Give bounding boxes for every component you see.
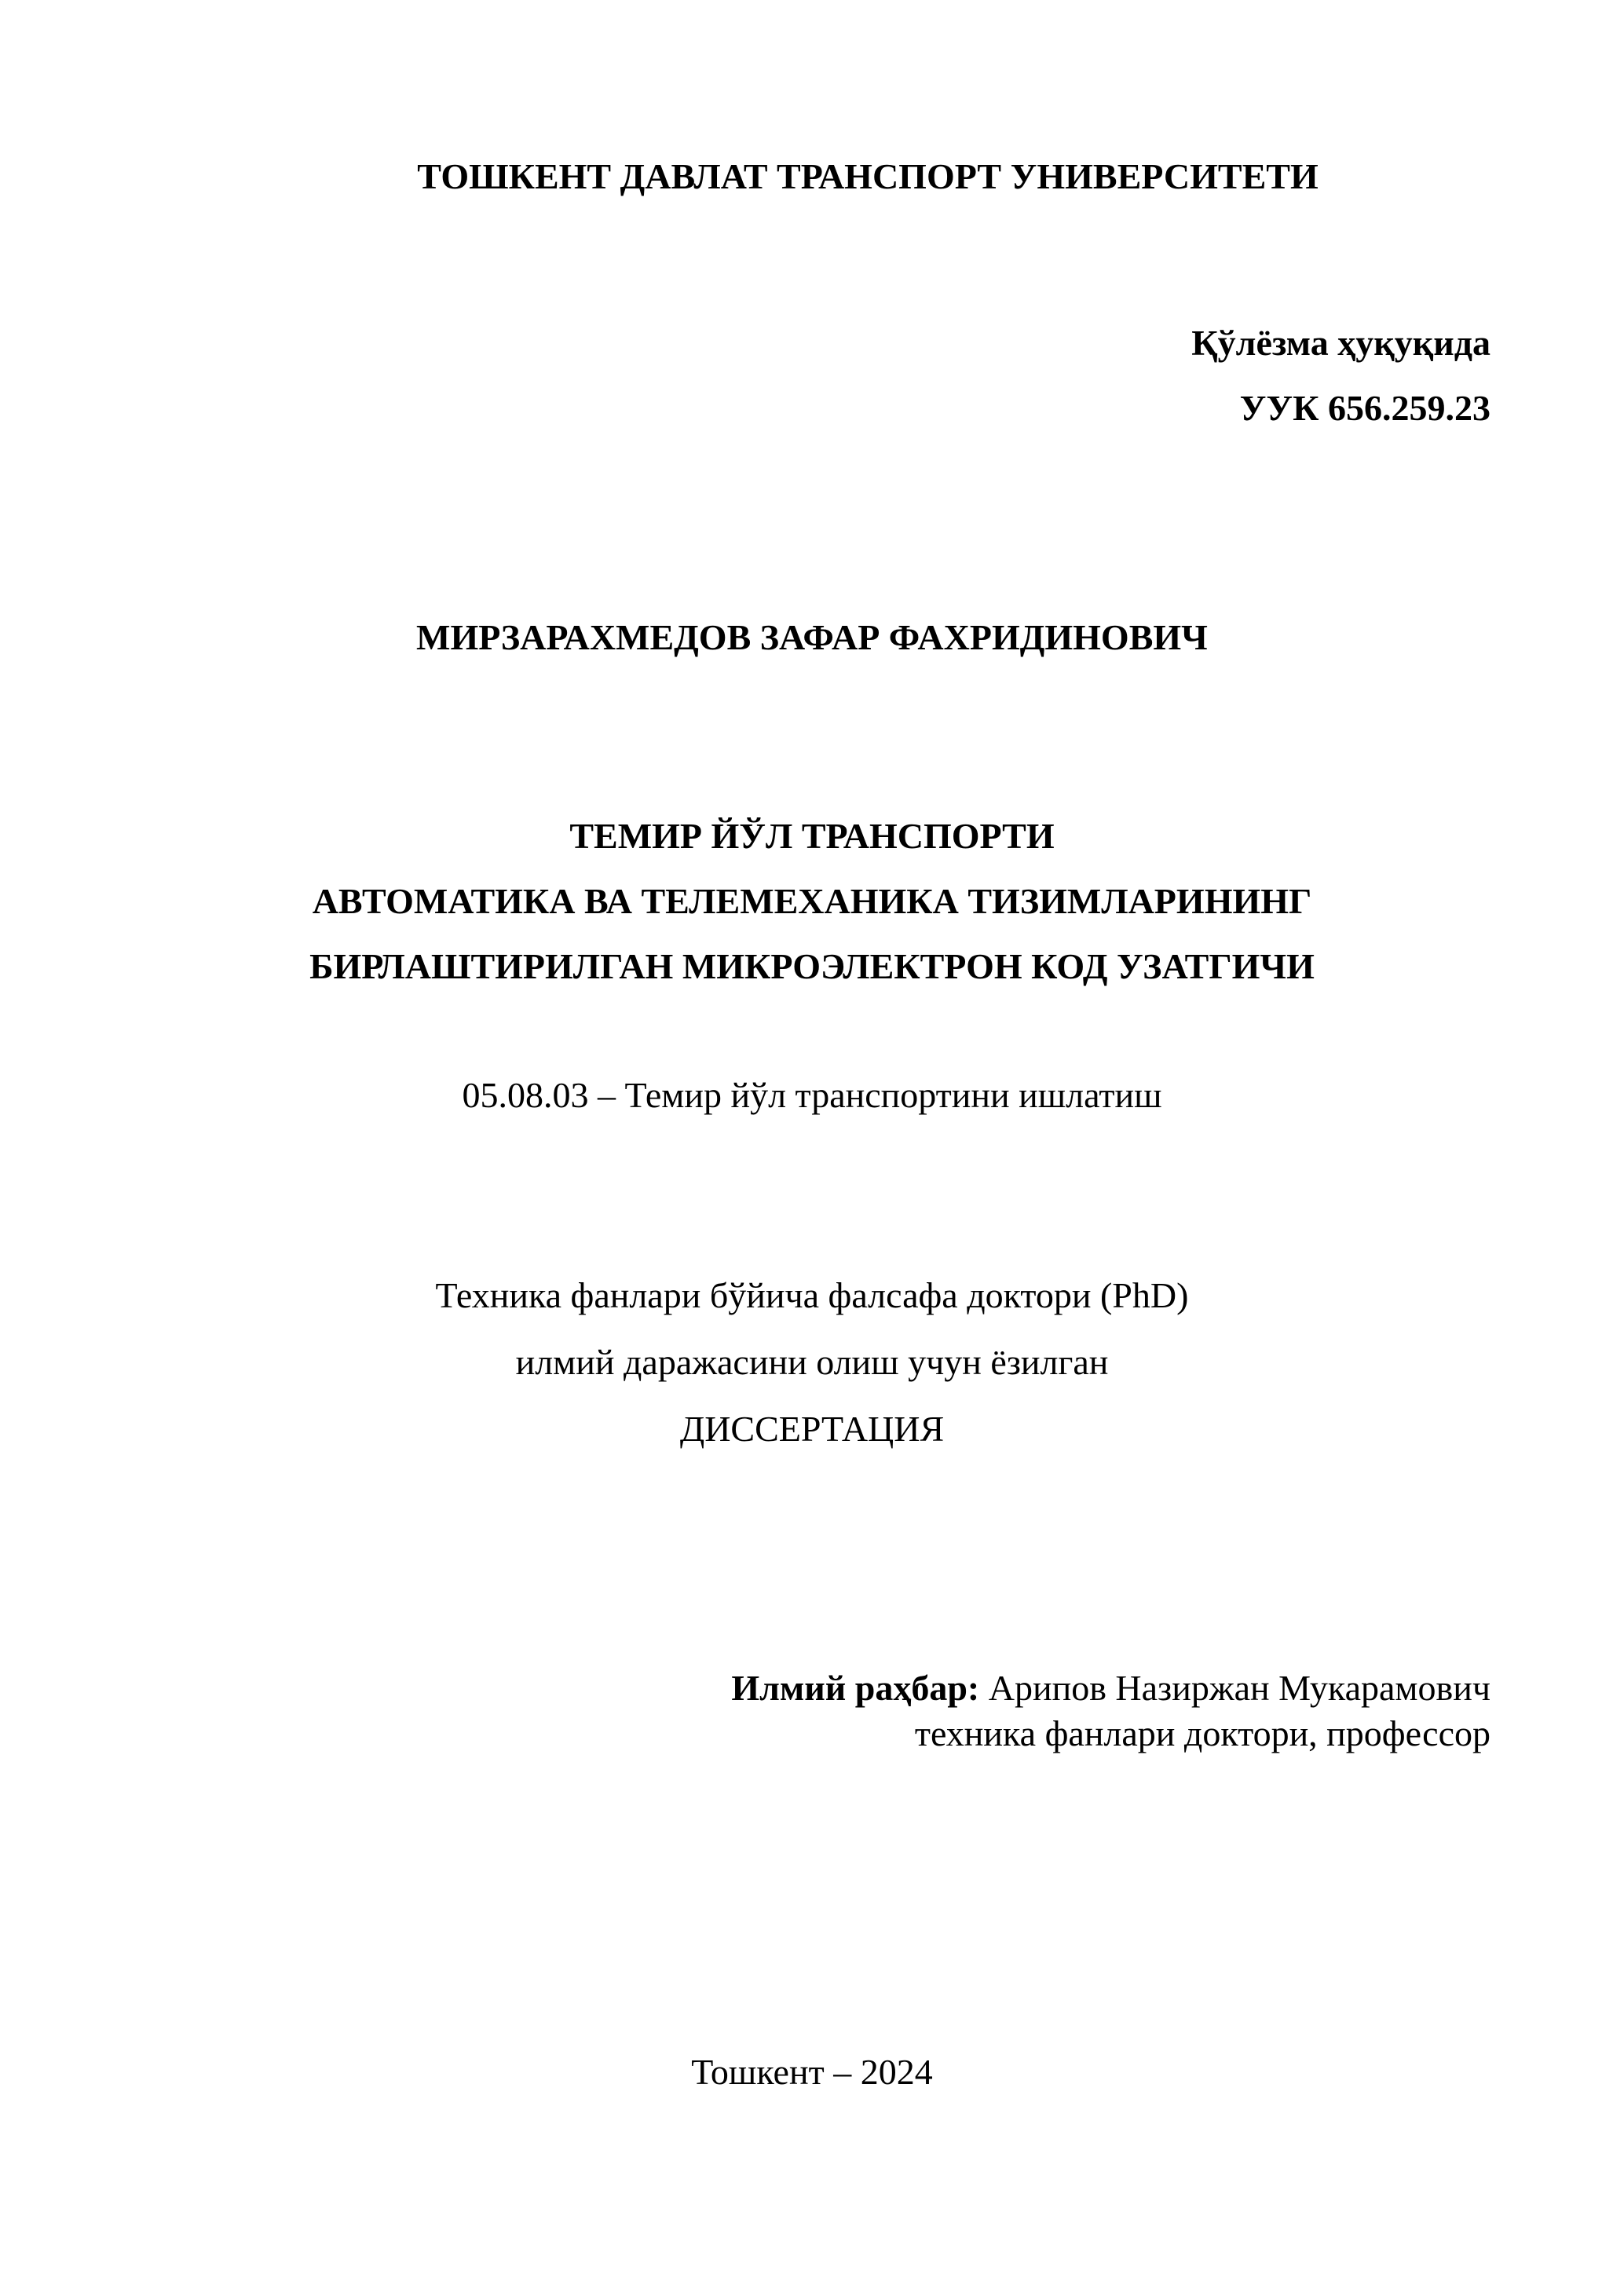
specialty-code: 05.08.03 – Темир йўл транспортини ишлатиш (462, 1075, 1162, 1115)
dissertation-title-line-3: БИРЛАШТИРИЛГАН МИКРОЭЛЕКТРОН КОД УЗАТГИЧИ (309, 946, 1315, 986)
supervisor-label: Илмий раҳбар: (731, 1668, 980, 1708)
document-type: ДИССЕРТАЦИЯ (679, 1409, 945, 1449)
place-and-year: Тошкент – 2024 (691, 2052, 933, 2092)
supervisor-line (731, 1670, 1490, 1706)
supervisor-name: Арипов Назиржан Мукарамович (979, 1668, 1490, 1708)
degree-line-1: Техника фанлари бўйича фалсафа доктори (PhD) (435, 1275, 1189, 1315)
udk-code: УУК 656.259.23 (1239, 388, 1490, 428)
manuscript-rights-note: Қўлёзма ҳуқуқида (1191, 323, 1490, 363)
author-name: МИРЗАРАХМЕДОВ ЗАФАР ФАХРИДИНОВИЧ (416, 617, 1208, 657)
university-name: ТОШКЕНТ ДАВЛАТ ТРАНСПОРТ УНИВЕРСИТЕТИ (417, 156, 1319, 196)
dissertation-title-line-2: АВТОМАТИКА ВА ТЕЛЕМЕХАНИКА ТИЗИМЛАРИНИНГ (312, 881, 1312, 921)
degree-line-2: илмий даражасини олиш учун ёзилган (515, 1342, 1109, 1382)
dissertation-title-line-1: ТЕМИР ЙЎЛ ТРАНСПОРТИ (569, 816, 1055, 856)
supervisor-title: техника фанлари доктори, профессор (914, 1713, 1490, 1753)
